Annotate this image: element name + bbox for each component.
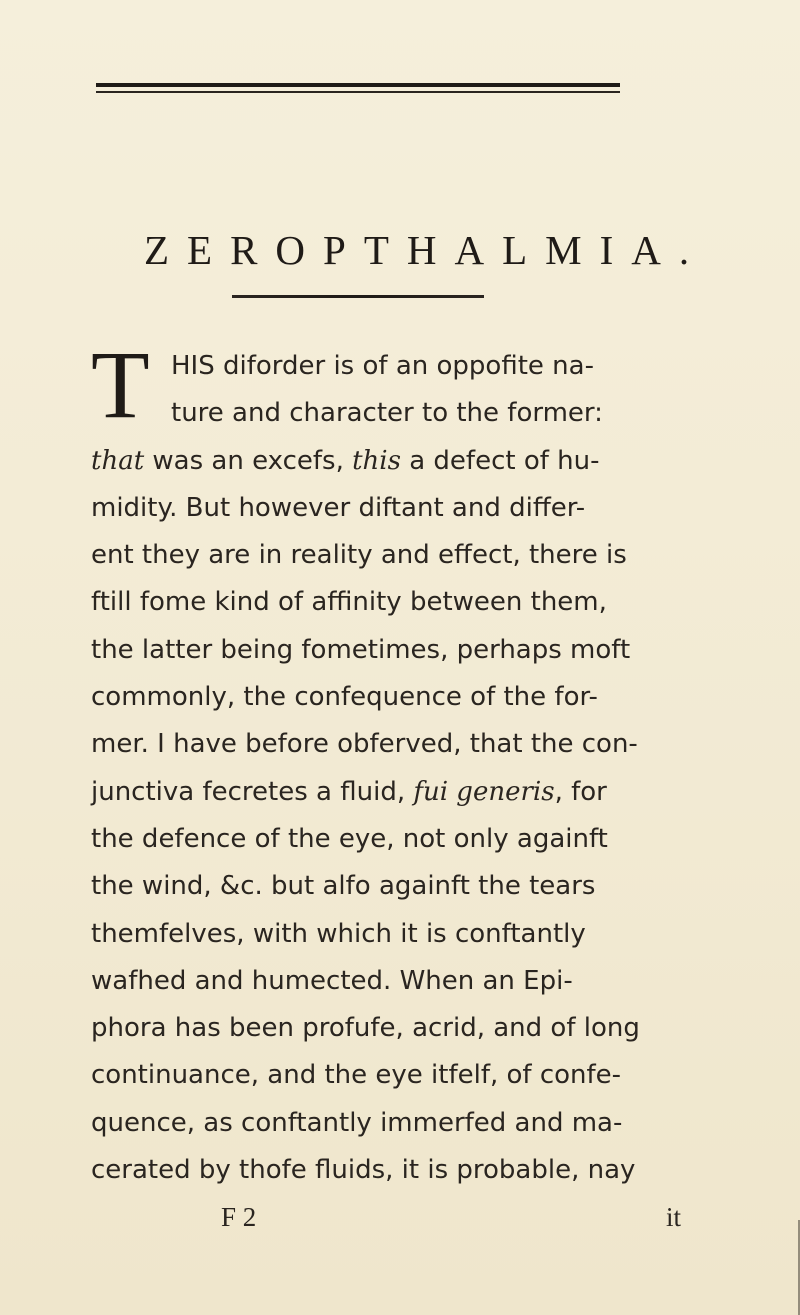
text-line bbox=[91, 911, 691, 958]
text-run: a defect of hu- bbox=[400, 445, 600, 476]
text-run: was an excefs, bbox=[144, 445, 353, 476]
text-line bbox=[91, 343, 691, 390]
text-line bbox=[91, 674, 691, 721]
text-line bbox=[91, 1005, 691, 1052]
text-line bbox=[91, 532, 691, 579]
drop-cap: T bbox=[91, 331, 150, 438]
text-run: junctiva fecretes a fluid, bbox=[91, 776, 414, 807]
text-run: ture and character to the former: bbox=[171, 398, 603, 429]
text-line bbox=[91, 1052, 691, 1099]
text-run: quence, as conftantly immerfed and ma- bbox=[91, 1107, 623, 1138]
text-run: themfelves, with which it is conftantly bbox=[91, 918, 586, 949]
text-line bbox=[91, 390, 691, 437]
text-run: cerated by thofe fluids, it is probable, nay bbox=[91, 1155, 636, 1186]
signature-mark: F 2 bbox=[221, 1202, 257, 1233]
text-run: the wind, &c. but alfo againft the tears bbox=[91, 871, 596, 902]
text-line bbox=[91, 1100, 691, 1147]
catchword: it bbox=[665, 1202, 681, 1233]
italic-text: this bbox=[352, 445, 401, 476]
italic-text: that bbox=[91, 445, 145, 476]
chapter-title: ZEROPTHALMIA. bbox=[144, 227, 708, 273]
title-rule bbox=[232, 295, 484, 298]
text-line bbox=[91, 627, 691, 674]
text-run: HIS diforder is of an oppofite na- bbox=[171, 351, 594, 381]
text-line bbox=[91, 485, 691, 532]
text-line bbox=[91, 816, 691, 863]
text-line bbox=[91, 863, 691, 910]
text-line bbox=[91, 958, 691, 1005]
text-run: ent they are in reality and effect, there is bbox=[91, 540, 627, 571]
text-run: midity. But however diftant and differ- bbox=[91, 492, 586, 523]
text-line bbox=[91, 769, 691, 816]
text-run: wafhed and humected. When an Epi- bbox=[91, 965, 573, 996]
top-rule-thick bbox=[96, 83, 620, 87]
page-footer bbox=[91, 1194, 681, 1241]
text-run: commonly, the confequence of the for- bbox=[91, 682, 598, 713]
text-run: the latter being fometimes, perhaps moft bbox=[91, 634, 631, 665]
body-text bbox=[91, 331, 691, 1242]
text-line bbox=[91, 721, 691, 768]
text-run: phora has been profufe, acrid, and of long bbox=[91, 1013, 640, 1044]
text-run: ftill fome kind of affinity between them, bbox=[91, 587, 607, 618]
text-run: continuance, and the eye itfelf, of confe- bbox=[91, 1060, 622, 1091]
top-rule-thin bbox=[96, 91, 620, 93]
italic-text: fui generis bbox=[413, 776, 555, 807]
text-line bbox=[91, 579, 691, 626]
text-run: the defence of the eye, not only againft bbox=[91, 823, 608, 854]
text-line bbox=[91, 438, 691, 485]
text-lines bbox=[91, 331, 691, 1194]
text-run: mer. I have before obferved, that the con- bbox=[91, 729, 638, 760]
text-run: , for bbox=[554, 776, 607, 807]
text-line bbox=[91, 1147, 691, 1194]
